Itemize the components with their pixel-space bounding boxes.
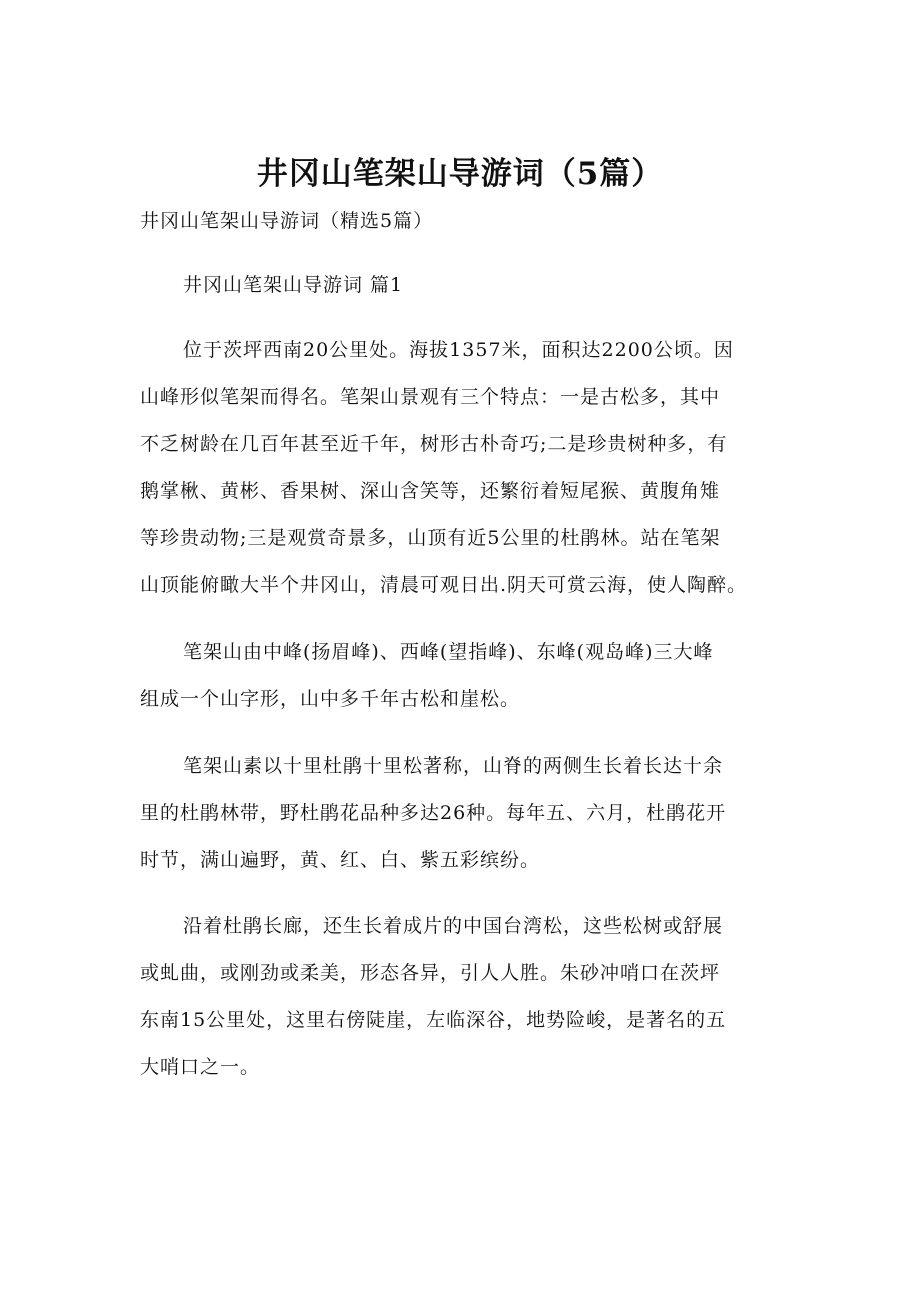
paragraph-line: 东南15公里处，这里右傍陡崖，左临深谷，地势险峻，是著名的五 bbox=[140, 1009, 727, 1031]
paragraph-line: 位于茨坪西南20公里处。海拔1357米，面积达2200公顷。因 bbox=[183, 339, 734, 361]
section-heading: 井冈山笔架山导游词 篇1 bbox=[183, 274, 404, 296]
paragraph-3 bbox=[140, 751, 726, 892]
paragraph-line: 山顶能俯瞰大半个井冈山，清晨可观日出.阴天可赏云海，使人陶醉。 bbox=[140, 574, 748, 596]
paragraph-4 bbox=[140, 911, 726, 1099]
paragraph-line: 笔架山素以十里杜鹃十里松著称，山脊的两侧生长着长达十余 bbox=[183, 755, 724, 777]
paragraph-2 bbox=[140, 637, 713, 731]
paragraph-line: 鹅掌楸、黄彬、香果树、深山含笑等，还繁衍着短尾猴、黄腹角雉 bbox=[140, 480, 721, 502]
document-title: 井冈山笔架山导游词（5篇） bbox=[256, 156, 664, 192]
paragraph-1 bbox=[140, 335, 747, 617]
paragraph-line: 山峰形似笔架而得名。笔架山景观有三个特点：一是古松多，其中 bbox=[140, 386, 721, 408]
document-subtitle: 井冈山笔架山导游词（精选5篇） bbox=[140, 210, 434, 232]
paragraph-line: 时节，满山遍野，黄、红、白、紫五彩缤纷。 bbox=[140, 849, 541, 871]
paragraph-line: 不乏树龄在几百年甚至近千年，树形古朴奇巧;二是珍贵树种多，有 bbox=[140, 433, 728, 455]
paragraph-line: 里的杜鹃林带，野杜鹃花品种多达26种。每年五、六月，杜鹃花开 bbox=[140, 802, 727, 824]
paragraph-line: 笔架山由中峰(扬眉峰)、西峰(望指峰)、东峰(观岛峰)三大峰 bbox=[183, 641, 714, 663]
paragraph-line: 沿着杜鹃长廊，还生长着成片的中国台湾松，这些松树或舒展 bbox=[183, 915, 724, 937]
paragraph-line: 等珍贵动物;三是观赏奇景多，山顶有近5公里的杜鹃林。站在笔架 bbox=[140, 527, 721, 549]
paragraph-line: 或虬曲，或刚劲或柔美，形态各异，引人人胜。朱砂冲哨口在茨坪 bbox=[140, 962, 721, 984]
paragraph-line: 组成一个山字形，山中多千年古松和崖松。 bbox=[140, 688, 521, 710]
paragraph-line: 大哨口之一。 bbox=[140, 1056, 261, 1078]
